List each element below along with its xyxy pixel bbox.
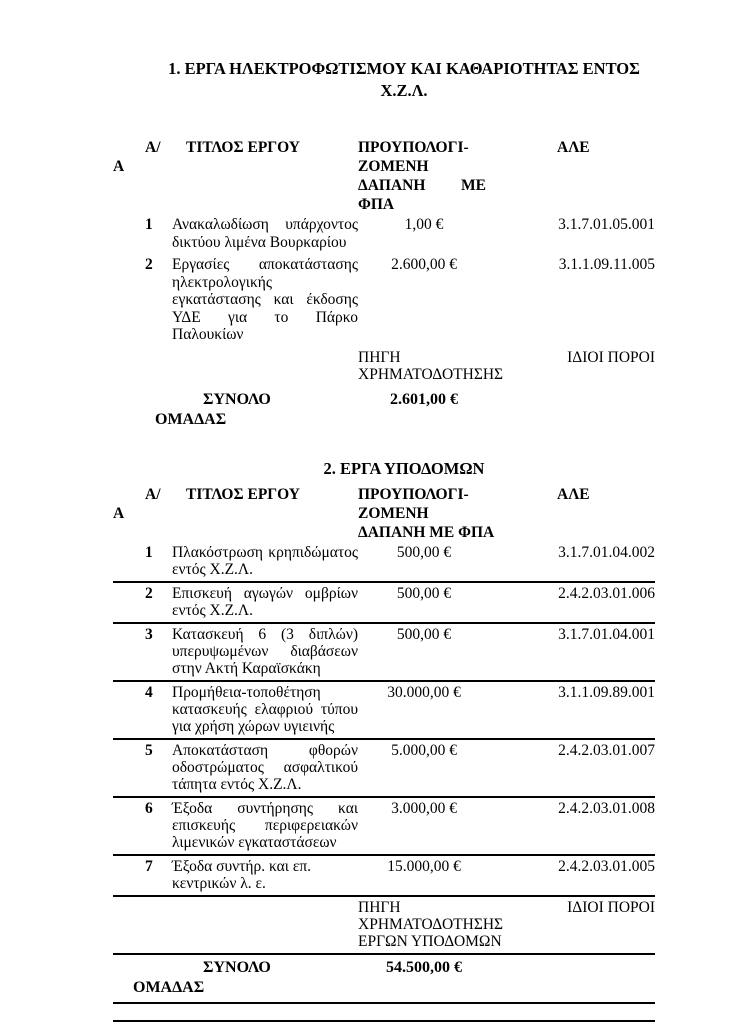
row-number: 1 [145,216,153,233]
header-budget-line3b: ΜΕ [461,177,486,194]
header-budget-line3a: ΔΑΠΑΝΗ [358,177,426,194]
header-budget-line4: ΦΠΑ [358,196,395,213]
header-budget-line3 [358,176,490,195]
row-number: 6 [145,799,153,817]
table-row [113,622,655,680]
project-title: Έξοδα συντήρησης και επισκευής περιφερειακών λιμενικών εγκαταστάσεων [172,799,358,851]
header-cell-ale: ΑΛΕ [557,485,590,503]
row-number: 4 [145,683,153,701]
funding-label-line1: ΠΗΓΗ [358,348,401,366]
project-title: Έξοδα συντήρ. και επ. κεντρικών λ. ε. [172,857,312,892]
project-title: Προμήθεια-τοποθέτηση κατασκευής ελαφριού τύπου για χρήση χώρων υγιεινής [172,683,358,735]
table-section-2 [113,485,655,1004]
ale-code: 2.4.2.03.01.007 [558,741,655,759]
table-row [113,796,655,854]
header-cell-project-title: ΤΙΤΛΟΣ ΕΡΓΟΥ [186,485,300,503]
funding-label-line3: ΕΡΓΩΝ ΥΠΟΔΟΜΩΝ [358,932,502,950]
header-cell-ale: ΑΛΕ [557,139,590,156]
table-row [113,214,655,254]
header-budget-line1: ΠΡΟΥΠΟΛΟΓΙ- [358,139,469,156]
group-total-amount: 2.601,00 € [390,390,458,408]
funding-source-label [358,898,504,950]
total-label-line2: ΟΜΑΔΑΣ [155,410,227,428]
group-total-label [113,390,358,430]
table-row [113,854,655,895]
funding-label-line2: ΧΡΗΜΑΤΟΔΟΤΗΣΗΣ [358,366,504,383]
project-title: Πλακόστρωση κρηπιδώματος εντός Χ.Ζ.Λ. [172,543,358,578]
table-row [113,738,655,796]
budget-amount: 500,00 € [396,543,452,561]
header-budget-line2: ΖΟΜΕΝΗ [358,158,429,175]
project-title: Επισκευή αγωγών ομβρίων εντός Χ.Ζ.Λ. [172,584,358,619]
funding-label-line2: ΧΡΗΜΑΤΟΔΟΤΗΣΗΣ [358,915,504,933]
group-total-row [113,387,655,434]
header-budget-line2: ΖΟΜΕΝΗ [358,504,429,522]
page-content [113,58,655,1022]
project-title: Ανακαλωδίωση υπάρχοντος δικτύου λιμένα Βουρκαρίου [172,216,358,251]
funding-source-value: ΙΔΙΟΙ ΠΟΡΟΙ [567,898,655,916]
funding-source-row [113,347,655,387]
table-2-header-row [113,485,655,542]
total-label-line1: ΣΥΝΟΛΟ [203,958,271,976]
header-cell-budget [358,485,495,542]
table-row [113,581,655,622]
row-number: 5 [145,741,153,759]
row-number: 2 [145,256,153,273]
header-aa-line2: Α [113,504,125,522]
budget-amount: 5.000,00 € [391,741,457,759]
total-label-line1: ΣΥΝΟΛΟ [203,390,271,408]
project-title: Εργασίες αποκατάστασης ηλεκτρολογικής εγκατάστασης και έκδοσης ΥΔΕ για το Πάρκο Παλουκίων [172,256,358,343]
ale-code: 3.1.7.01.04.002 [558,543,655,561]
ale-code: 2.4.2.03.01.006 [558,584,655,602]
header-cell-aa [113,138,172,176]
funding-source-row [113,895,655,953]
ale-code: 3.1.1.09.11.005 [558,256,655,273]
table-row [113,680,655,738]
section-1-title: 1. ΕΡΓΑ ΗΛΕΚΤΡΟΦΩΤΙΣΜΟΥ ΚΑΙ ΚΑΘΑΡΙΟΤΗΤΑΣ ΕΝΤΟΣ Χ.Ζ.Λ. [168,59,640,100]
funding-source-value: ΙΔΙΟΙ ΠΟΡΟΙ [567,348,655,366]
ale-code: 2.4.2.03.01.005 [558,857,655,875]
header-cell-aa [113,485,172,523]
budget-amount: 15.000,00 € [387,857,461,875]
group-total-row [113,953,655,1004]
funding-source-label [358,348,504,384]
header-cell-project-title: ΤΙΤΛΟΣ ΕΡΓΟΥ [186,139,300,156]
budget-amount: 500,00 € [396,584,452,602]
table-section-1 [113,138,655,434]
row-number: 7 [145,857,153,875]
budget-amount: 1,00 € [404,216,444,233]
table-1-header-row [113,138,655,214]
header-cell-budget [358,138,490,214]
group-total-amount: 54.500,00 € [386,958,462,976]
ale-code: 3.1.7.01.04.001 [558,625,655,643]
header-budget-line3: ΔΑΠΑΝΗ ΜΕ ΦΠΑ [358,523,495,541]
budget-amount: 3.000,00 € [391,799,457,817]
budget-amount: 30.000,00 € [387,683,461,701]
ale-code: 3.1.7.01.05.001 [558,216,655,233]
project-title: Κατασκευή 6 (3 διπλών) υπερυψωμένων διαβάσεων στην Ακτή Καραϊσκάκη [172,625,358,677]
header-aa-line2: Α [113,158,125,175]
total-label-line2: ΟΜΑΔΑΣ [133,978,205,996]
table-row [113,542,655,581]
budget-amount: 2.600,00 € [391,256,457,273]
table-row [113,254,655,347]
header-aa-line1: Α/ [145,139,161,156]
row-number: 3 [145,625,153,643]
row-number: 1 [145,543,153,561]
ale-code: 3.1.1.09.89.001 [558,683,655,701]
row-number: 2 [145,584,153,602]
header-aa-line1: Α/ [145,485,161,503]
ale-code: 2.4.2.03.01.008 [558,799,655,817]
funding-label-line1: ΠΗΓΗ [358,898,401,916]
budget-amount: 500,00 € [396,625,452,643]
project-title: Αποκατάσταση φθορών οδοστρώματος ασφαλτικού τάπητα εντός Χ.Ζ.Λ. [172,741,358,793]
section-2-title: 2. ΕΡΓΑ ΥΠΟΔΟΜΩΝ [323,458,485,478]
group-total-label [113,958,358,998]
page-bottom-rule [113,1020,655,1022]
header-budget-line1: ΠΡΟΥΠΟΛΟΓΙ- [358,485,469,503]
